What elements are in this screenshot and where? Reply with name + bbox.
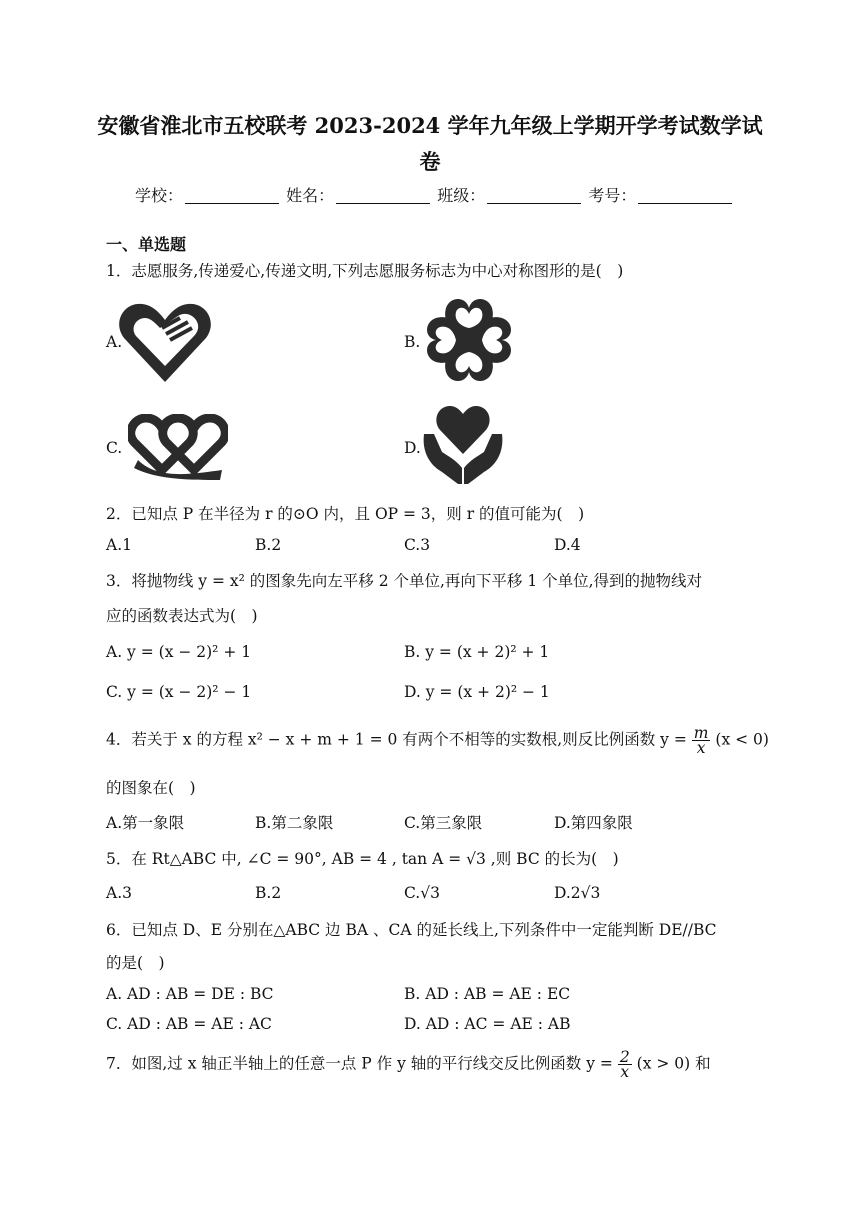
q1-option-d-label: D. xyxy=(404,439,421,457)
q5-option-b: B.2 xyxy=(255,884,282,902)
q5-option-d: D.2√3 xyxy=(554,884,601,902)
class-blank[interactable] xyxy=(487,187,581,204)
question-1-stem: 1．志愿服务,传递爱心,传递文明,下列志愿服务标志为中心对称图形的是( ) xyxy=(106,262,624,280)
question-7-stem xyxy=(106,1050,711,1079)
q4-stem-text: 4．若关于 x 的方程 x² − x + m + 1 = 0 有两个不相等的实数根,则反比例函数 y = xyxy=(106,730,687,749)
q2-option-c: C.3 xyxy=(404,536,431,554)
q4-option-d: D.第四象限 xyxy=(554,814,633,832)
q7-fraction xyxy=(618,1050,632,1079)
q4-fraction xyxy=(692,726,711,755)
q7-domain: (x > 0) 和 xyxy=(636,1054,711,1073)
question-6-stem-continued: 的是( ) xyxy=(106,954,165,972)
question-5-stem: 5．在 Rt△ABC 中, ∠C = 90°, AB = 4 , tan A = √3 ,则 BC 的长为( ) xyxy=(106,850,619,868)
exam-title: 安徽省淮北市五校联考 2023-2024 学年九年级上学期开学考试数学试 xyxy=(97,113,763,138)
clover-hands-icon xyxy=(422,294,516,386)
student-info-row xyxy=(135,183,734,206)
id-label: 考号： xyxy=(588,186,637,205)
q3-option-d: D. y = (x + 2)² − 1 xyxy=(404,683,550,701)
school-blank[interactable] xyxy=(185,187,279,204)
question-4-stem xyxy=(106,726,769,755)
q3-option-b: B. y = (x + 2)² + 1 xyxy=(404,643,550,661)
q2-option-a: A.1 xyxy=(106,536,132,554)
heart-hand-icon xyxy=(118,298,212,386)
q2-option-d: D.4 xyxy=(554,536,581,554)
q1-option-b-label: B. xyxy=(404,333,421,351)
q6-option-d: D. AD : AC = AE : AB xyxy=(404,1015,571,1033)
q2-option-b: B.2 xyxy=(255,536,282,554)
school-label: 学校： xyxy=(135,186,184,205)
double-heart-ribbon-icon xyxy=(128,414,228,480)
name-blank[interactable] xyxy=(336,187,430,204)
question-4-stem-continued: 的图象在( ) xyxy=(106,779,196,797)
question-6-stem: 6．已知点 D、E 分别在△ABC 边 BA 、CA 的延长线上,下列条件中一定能判断 DE//BC xyxy=(106,921,717,939)
q4-frac-num: m xyxy=(693,724,709,742)
q5-option-c: C.√3 xyxy=(404,884,440,902)
q6-option-c: C. AD : AB = AE : AC xyxy=(106,1015,272,1033)
question-3-stem-continued: 应的函数表达式为( ) xyxy=(106,607,258,625)
section-heading: 一、单选题 xyxy=(106,235,187,254)
q3-option-c: C. y = (x − 2)² − 1 xyxy=(106,683,252,701)
q7-frac-den: x xyxy=(620,1063,630,1081)
class-label: 班级： xyxy=(437,186,486,205)
question-3-stem: 3．将抛物线 y = x² 的图象先向左平移 2 个单位,再向下平移 1 个单位,得到的抛物线对 xyxy=(106,572,703,590)
heart-in-hands-icon xyxy=(420,404,506,486)
q4-option-b: B.第二象限 xyxy=(255,814,334,832)
q4-domain: (x < 0) xyxy=(715,730,769,749)
q6-option-b: B. AD : AB = AE : EC xyxy=(404,985,571,1003)
name-label: 姓名： xyxy=(286,186,335,205)
q4-frac-den: x xyxy=(696,739,706,757)
q3-option-a: A. y = (x − 2)² + 1 xyxy=(106,643,252,661)
q7-stem-text: 7．如图,过 x 轴正半轴上的任意一点 P 作 y 轴的平行线交反比例函数 y = xyxy=(106,1054,613,1073)
q7-frac-num: 2 xyxy=(619,1048,630,1066)
q6-option-a: A. AD : AB = DE : BC xyxy=(106,985,274,1003)
q1-option-c-label: C. xyxy=(106,439,123,457)
q5-option-a: A.3 xyxy=(106,884,132,902)
question-2-stem: 2．已知点 P 在半径为 r 的⊙O 内，且 OP = 3，则 r 的值可能为( ) xyxy=(106,505,585,523)
exam-title-continued: 卷 xyxy=(419,149,441,174)
q4-option-c: C.第三象限 xyxy=(404,814,483,832)
id-blank[interactable] xyxy=(638,187,732,204)
q1-option-a-label: A. xyxy=(106,333,123,351)
q4-option-a: A.第一象限 xyxy=(106,814,185,832)
